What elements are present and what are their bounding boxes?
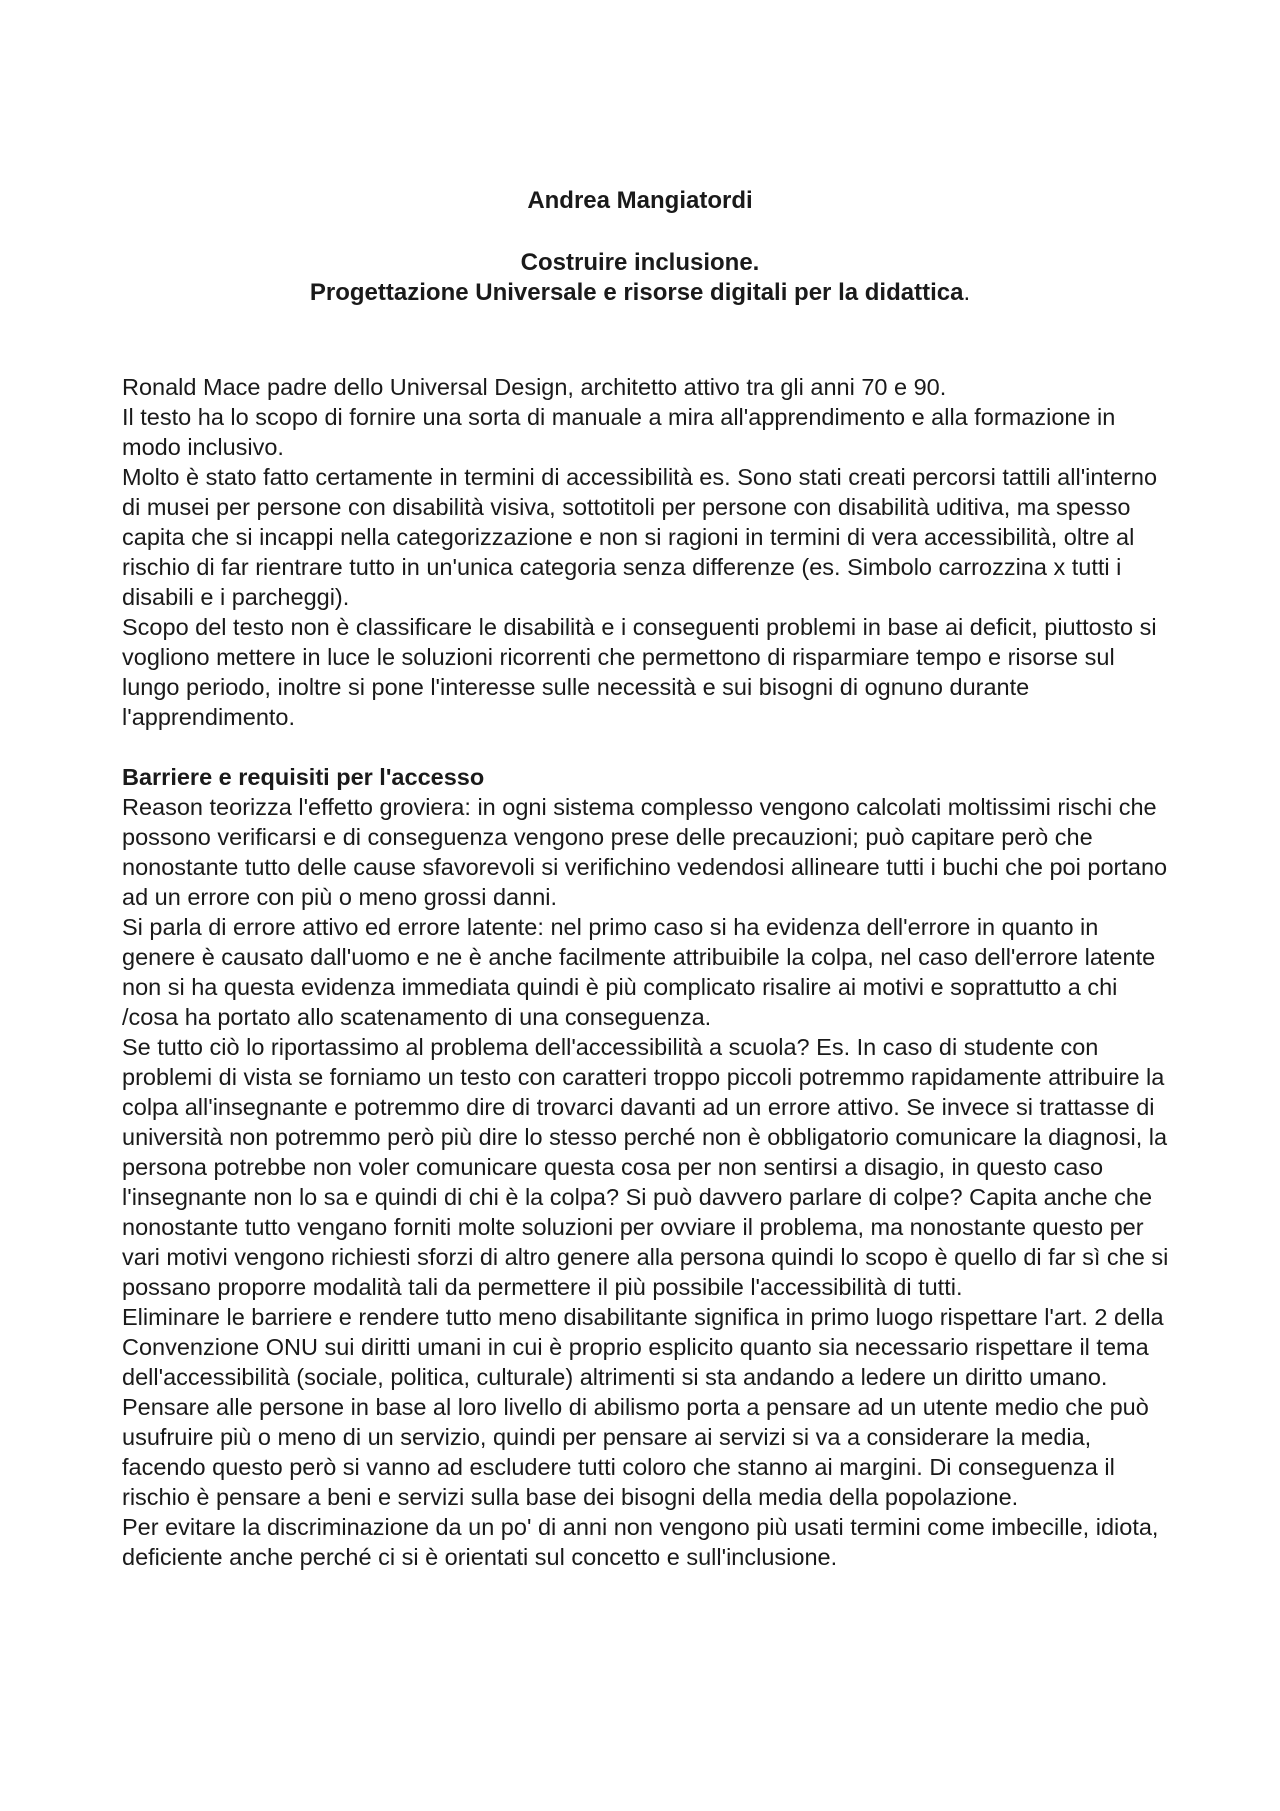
document-header (0, 186, 1280, 308)
section-paragraph: Se tutto ciò lo riportassimo al problema dell'accessibilità a scuola? Es. In caso di studente con problemi di vista se forniamo un testo con caratteri troppo piccoli potremmo rapidamente attribuire la colpa all'insegnante e potremmo dire di trovarci davanti ad un errore attivo. Se invece si trattasse di università non potremmo però più dire lo stesso perché non è obbligatorio comunicare la diagnosi, la persona potrebbe non voler comunicare questa cosa per non sentirsi a disagio, in questo caso l'insegnante non lo sa e quindi di chi è la colpa? Si può davvero parlare di colpe? Capita anche che nonostante tutto vengano forniti molte soluzioni per ovviare il problema, ma nonostante questo per vari motivi vengono richiesti sforzi di altro genere alla persona quindi lo scopo è quello di far sì che si possano proporre modalità tali da permettere il più possibile l'accessibilità di tutti. (122, 1034, 1169, 1300)
intro-paragraph: Ronald Mace padre dello Universal Design, architetto attivo tra gli anni 70 e 90. (122, 374, 947, 400)
section-paragraph: Reason teorizza l'effetto groviera: in ogni sistema complesso vengono calcolati moltissimi rischi che possono verificarsi e di conseguenza vengono prese delle precauzioni; può capitare però che nonostante tutto delle cause sfavorevoli si verifichino vedendosi allineare tutti i buchi che poi portano ad un errore con più o meno grossi danni. (122, 794, 1168, 910)
section-heading: Barriere e requisiti per l'accesso (122, 764, 485, 790)
section-paragraph: Eliminare le barriere e rendere tutto meno disabilitante significa in primo luogo rispettare l'art. 2 della Convenzione ONU sui diritti umani in cui è proprio esplicito quanto sia necessario rispettare il tema dell'accessibilità (sociale, politica, culturale) altrimenti si sta andando a ledere un diritto umano. (122, 1304, 1164, 1390)
book-subtitle (0, 278, 1280, 308)
intro-paragraph: Scopo del testo non è classificare le disabilità e i conseguenti problemi in base ai deficit, piuttosto si vogliono mettere in luce le soluzioni ricorrenti che permettono di risparmiare tempo e risorse sul lungo periodo, inoltre si pone l'interesse sulle necessità e sui bisogni di ognuno durante l'apprendimento. (122, 614, 1157, 730)
intro-paragraph: Molto è stato fatto certamente in termini di accessibilità es. Sono stati creati percorsi tattili all'interno di musei per persone con disabilità visiva, sottotitoli per persone con disabilità uditiva, ma spesso capita che si incappi nella categorizzazione e non si ragioni in termini di vera accessibilità, oltre al rischio di far rientrare tutto in un'unica categoria senza differenze (es. Simbolo carrozzina x tutti i disabili e i parcheggi). (122, 464, 1158, 610)
book-subtitle-period: . (963, 279, 971, 306)
section-paragraph: Si parla di errore attivo ed errore latente: nel primo caso si ha evidenza dell'errore in quanto in genere è causato dall'uomo e ne è anche facilmente attribuibile la colpa, nel caso dell'errore latente non si ha questa evidenza immediata quindi è più complicato risalire ai motivi e soprattutto a chi /cosa ha portato allo scatenamento di una conseguenza. (122, 914, 1156, 1030)
section-paragraph: Pensare alle persone in base al loro livello di abilismo porta a pensare ad un utente medio che può usufruire più o meno di un servizio, quindi per pensare ai servizi si va a considerare la media, facendo questo però si vanno ad escludere tutti coloro che stanno ai margini. Di conseguenza il rischio è pensare a beni e servizi sulla base dei bisogni della media della popolazione. (122, 1394, 1149, 1510)
intro-paragraph: Il testo ha lo scopo di fornire una sorta di manuale a mira all'apprendimento e alla formazione in modo inclusivo. (122, 404, 1116, 460)
section-paragraph: Per evitare la discriminazione da un po' di anni non vengono più usati termini come imbecille, idiota, deficiente anche perché ci si è orientati sul concetto e sull'inclusione. (122, 1514, 1159, 1570)
book-subtitle-text: Progettazione Universale e risorse digitali per la didattica (309, 279, 964, 306)
book-title: Costruire inclusione. (520, 249, 760, 276)
document-body (122, 372, 1172, 1572)
author-name: Andrea Mangiatordi (527, 187, 753, 214)
section-spacer (122, 732, 1172, 762)
